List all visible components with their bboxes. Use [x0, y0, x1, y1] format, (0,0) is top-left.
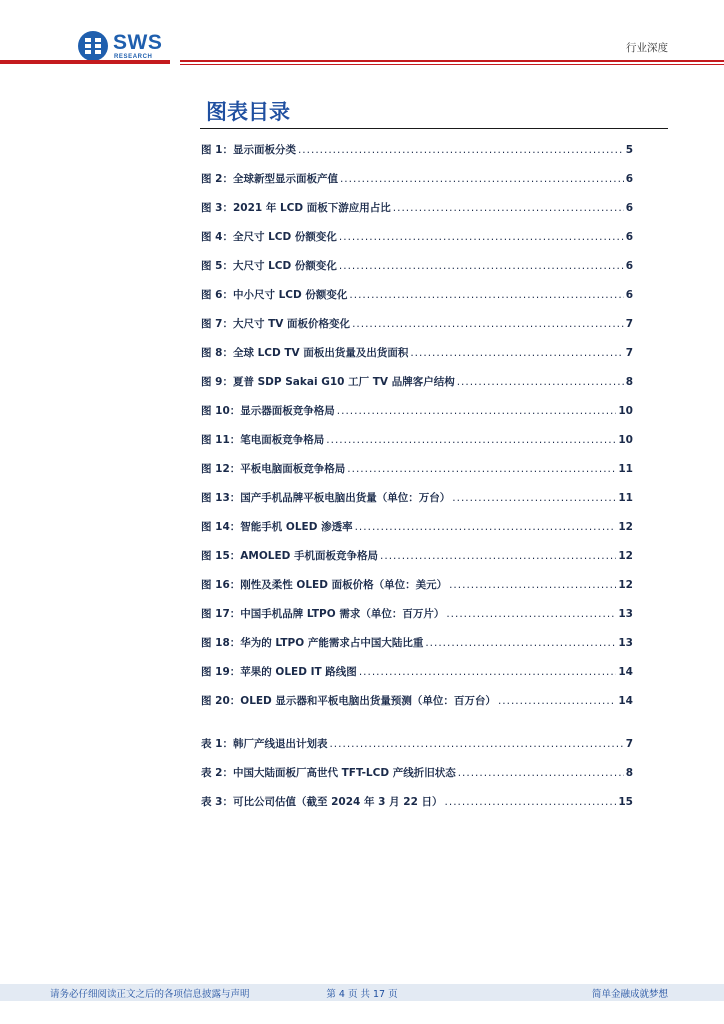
figure-entry[interactable] — [201, 490, 633, 519]
dot-leader — [393, 202, 624, 214]
figure-entry-label[interactable]: 图 2：全球新型显示面板产值 — [201, 173, 338, 185]
dot-leader — [339, 231, 624, 243]
figure-entry-label[interactable]: 图 4：全尺寸 LCD 份额变化 — [201, 231, 337, 243]
toc-title-rule — [200, 128, 668, 129]
figure-entry-label[interactable]: 图 19：苹果的 OLED IT 路线图 — [201, 666, 357, 678]
sws-logo-icon — [77, 30, 109, 62]
header-rule-right-thin — [180, 64, 724, 65]
dot-leader — [359, 666, 617, 678]
figure-entry-label[interactable]: 图 14：智能手机 OLED 渗透率 — [201, 521, 353, 533]
dot-leader — [380, 550, 616, 562]
figure-entry-label[interactable]: 图 10：显示器面板竞争格局 — [201, 405, 335, 417]
figure-entry-page[interactable]: 12 — [618, 550, 633, 562]
figure-entry[interactable] — [201, 171, 633, 200]
figure-entry-label[interactable]: 图 8：全球 LCD TV 面板出货量及出货面积 — [201, 347, 409, 359]
figure-entry[interactable] — [201, 374, 633, 403]
dot-leader — [349, 289, 623, 301]
logo-subtext: RESEARCH — [114, 54, 153, 60]
figure-entry-label[interactable]: 图 12：平板电脑面板竞争格局 — [201, 463, 346, 475]
figure-entry-page[interactable]: 6 — [625, 260, 633, 272]
logo-text: SWS — [113, 31, 163, 54]
table-entry-page[interactable]: 7 — [625, 738, 633, 750]
figure-entry[interactable] — [201, 403, 633, 432]
figure-entry-page[interactable]: 13 — [618, 608, 633, 620]
table-entry-page[interactable]: 8 — [625, 767, 633, 779]
figure-entry[interactable] — [201, 606, 633, 635]
figure-entry-label[interactable]: 图 9：夏普 SDP Sakai G10 工厂 TV 品牌客户结构 — [201, 376, 455, 388]
table-entry[interactable] — [201, 794, 633, 823]
figure-entry-label[interactable]: 图 13：国产手机品牌平板电脑出货量（单位：万台） — [201, 492, 451, 504]
figure-entry-page[interactable]: 5 — [625, 144, 633, 156]
toc-title: 图表目录 — [206, 100, 290, 124]
dot-leader — [329, 738, 623, 750]
figure-entry[interactable] — [201, 519, 633, 548]
figure-entry-page[interactable]: 7 — [625, 318, 633, 330]
figure-entry-label[interactable]: 图 16：刚性及柔性 OLED 面板价格（单位：美元） — [201, 579, 448, 591]
figure-entry-label[interactable]: 图 3：2021 年 LCD 面板下游应用占比 — [201, 202, 391, 214]
figure-entry-page[interactable]: 13 — [618, 637, 633, 649]
figure-entry-page[interactable]: 11 — [618, 492, 633, 504]
figure-entry-label[interactable]: 图 17：中国手机品牌 LTPO 需求（单位：百万片） — [201, 608, 445, 620]
table-entry-label[interactable]: 表 3：可比公司估值（截至 2024 年 3 月 22 日） — [201, 796, 443, 808]
dot-leader — [449, 579, 616, 591]
figure-entry[interactable] — [201, 577, 633, 606]
figure-entry-page[interactable]: 6 — [625, 231, 633, 243]
footer-disclaimer: 请务必仔细阅读正文之后的各项信息披露与声明 — [50, 989, 250, 1000]
figure-entry-page[interactable]: 7 — [625, 347, 633, 359]
dot-leader — [337, 405, 617, 417]
figure-entry[interactable] — [201, 229, 633, 258]
dot-leader — [445, 796, 617, 808]
figure-entry-label[interactable]: 图 5：大尺寸 LCD 份额变化 — [201, 260, 337, 272]
dot-leader — [347, 463, 616, 475]
figure-entry[interactable] — [201, 287, 633, 316]
figure-entry[interactable] — [201, 316, 633, 345]
dot-leader — [326, 434, 616, 446]
figure-entry-page[interactable]: 12 — [618, 521, 633, 533]
dot-leader — [452, 492, 616, 504]
figure-entry[interactable] — [201, 548, 633, 577]
figure-entry-page[interactable]: 6 — [625, 289, 633, 301]
figure-entry-label[interactable]: 图 11：笔电面板竞争格局 — [201, 434, 325, 446]
figure-entry-label[interactable]: 图 15：AMOLED 手机面板竞争格局 — [201, 550, 379, 562]
figure-entry[interactable] — [201, 432, 633, 461]
dot-leader — [457, 376, 624, 388]
table-entry-page[interactable]: 15 — [618, 796, 633, 808]
dot-leader — [339, 260, 624, 272]
table-entry[interactable] — [201, 765, 633, 794]
figure-entry[interactable] — [201, 461, 633, 490]
table-entry-label[interactable]: 表 1：韩厂产线退出计划表 — [201, 738, 328, 750]
header-rule-right — [180, 60, 724, 62]
dot-leader — [458, 767, 624, 779]
dot-leader — [410, 347, 623, 359]
figure-list — [201, 142, 633, 722]
figure-entry-label[interactable]: 图 7：大尺寸 TV 面板价格变化 — [201, 318, 351, 330]
figure-entry[interactable] — [201, 142, 633, 171]
figure-entry-page[interactable]: 12 — [618, 579, 633, 591]
figure-entry-page[interactable]: 14 — [618, 695, 633, 707]
figure-entry-page[interactable]: 10 — [618, 405, 633, 417]
figure-entry-label[interactable]: 图 1：显示面板分类 — [201, 144, 296, 156]
dot-leader — [340, 173, 624, 185]
footer-page-number: 第 4 页 共 17 页 — [326, 989, 398, 1000]
figure-entry-page[interactable]: 6 — [625, 173, 633, 185]
table-list — [201, 736, 633, 823]
figure-entry[interactable] — [201, 258, 633, 287]
figure-entry[interactable] — [201, 664, 633, 693]
figure-entry-page[interactable]: 14 — [618, 666, 633, 678]
figure-entry-page[interactable]: 11 — [618, 463, 633, 475]
figure-entry-page[interactable]: 10 — [618, 434, 633, 446]
dot-leader — [355, 521, 617, 533]
dot-leader — [352, 318, 624, 330]
report-type-tag: 行业深度 — [626, 42, 668, 54]
table-entry-label[interactable]: 表 2：中国大陆面板厂高世代 TFT-LCD 产线折旧状态 — [201, 767, 456, 779]
figure-entry[interactable] — [201, 345, 633, 374]
figure-entry-label[interactable]: 图 18：华为的 LTPO 产能需求占中国大陆比重 — [201, 637, 424, 649]
figure-entry-label[interactable]: 图 20：OLED 显示器和平板电脑出货量预测（单位：百万台） — [201, 695, 496, 707]
figure-entry-page[interactable]: 8 — [625, 376, 633, 388]
figure-entry-label[interactable]: 图 6：中小尺寸 LCD 份额变化 — [201, 289, 348, 301]
footer-slogan: 简单金融成就梦想 — [591, 989, 668, 1000]
table-entry[interactable] — [201, 736, 633, 765]
dot-leader — [425, 637, 616, 649]
figure-entry[interactable] — [201, 200, 633, 229]
header-rule-left — [0, 60, 170, 64]
dot-leader — [446, 608, 616, 620]
dot-leader — [498, 695, 616, 707]
figure-entry[interactable] — [201, 693, 633, 722]
dot-leader — [298, 144, 624, 156]
figure-entry-page[interactable]: 6 — [625, 202, 633, 214]
figure-entry[interactable] — [201, 635, 633, 664]
